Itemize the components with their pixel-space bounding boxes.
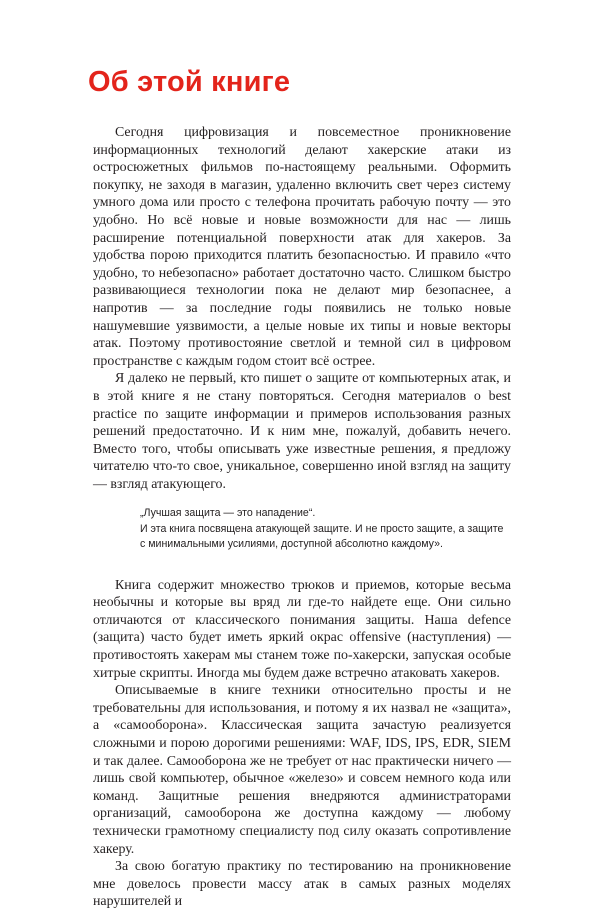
paragraph: За свою богатую практику по тестированию на проникновение мне довелось провести массу атак в самых разных моделях нарушителей и	[93, 859, 511, 910]
quote-line: „Лучшая защита — это нападение“.	[140, 507, 316, 520]
paragraph: Книга содержит множество трюков и приемов, которые весьма необычны и которые вы вряд ли где-то найдете еще. Они сильно отличаются от классического понимания защиты. Наша defence (защита) часто будет иметь яркий окрас offensive (наступления) — противостоять хакерам мы станем тоже по-хакерски, запуская особые хитрые скрипты. Иногда мы будем даже встречно атаковать хакеров.	[93, 577, 511, 681]
epigraph-quote	[140, 506, 511, 552]
page-title: Об этой книге	[88, 66, 291, 98]
paragraph: Описываемые в книге техники относительно просты и не требовательны для использования, и потому я их назвал не «защита», а «самооборона». Классическая защита зачастую реализуется сложными и порою дорогими решениями: WAF, IDS, IPS, EDR, SIEM и так далее. Самооборона же не требует от нас практически ничего — лишь свой компьютер, обычное «железо» и совсем немного кода или команд. Защитные решения внедряются администраторами организаций, самооборона же доступна каждому — любому технически грамотному специалисту под силу оказать сопротивление хакеру.	[93, 683, 511, 857]
paragraph: Сегодня цифровизация и повсеместное проникновение информационных технологий делают хакерские атаки из остросюжетных фильмов по-настоящему реальными. Оформить покупку, не заходя в магазин, удаленно включить свет через систему умного дома или просто с телефона прочитать рабочую почту — это удобно. Но всё новые и новые возможности для нас — лишь расширение потенциальной поверхности атак для хакеров. За удобства порою приходится платить безопасностью. И правило «что удобно, то небезопасно» работает достаточно часто. Слишком быстро развивающиеся технологии пока не делают мир безопаснее, а напротив — за последние годы появились не только новые нашумевшие уязвимости, а целые новые их типы и новые векторы атак. Поэтому противостояние светлой и темной сил в цифровом пространстве с каждым годом стоит всё острее.	[93, 125, 511, 369]
quote-line: И эта книга посвящена атакующей защите. И не просто защите, а защите	[140, 522, 504, 535]
paragraph: Я далеко не первый, кто пишет о защите от компьютерных атак, и в этой книге я не стану повторяться. Сегодня материалов о best practice по защите информации и примеров использования разных решений предостаточно. И к ним мне, пожалуй, добавить нечего. Вместо того, чтобы описывать уже известные решения, я предложу читателю что-то свое, уникальное, совершенно иной взгляд на защиту — взгляд атакующего.	[93, 371, 511, 492]
quote-line: с минимальными усилиями, доступной абсолютно каждому».	[140, 538, 443, 551]
body-text	[93, 124, 511, 911]
